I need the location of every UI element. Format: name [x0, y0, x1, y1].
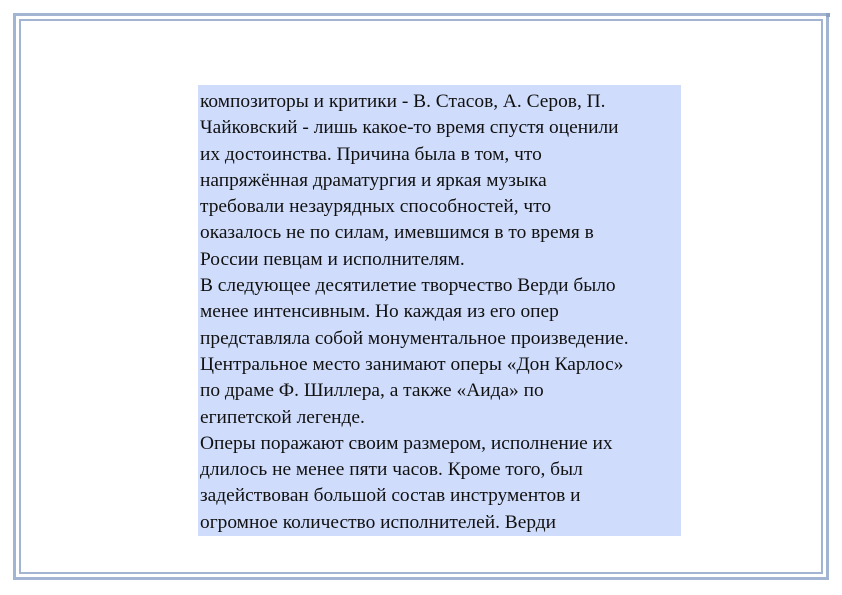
text-line: египетской легенде.	[200, 406, 365, 428]
text-line: их достоинства. Причина была в том, что	[200, 143, 542, 165]
text-box	[198, 85, 681, 536]
text-line: Центральное место занимают оперы «Дон Карлос»	[200, 353, 624, 375]
text-line: по драме Ф. Шиллера, а также «Аида» по	[200, 380, 544, 402]
text-line: Оперы поражают своим размером, исполнение их	[200, 432, 613, 454]
text-line: задействован большой состав инструментов и	[200, 485, 581, 507]
text-line: требовали незаурядных способностей, что	[200, 196, 552, 218]
text-line: менее интенсивным. Но каждая из его опер	[200, 301, 559, 323]
text-line: длилось не менее пяти часов. Кроме того, был	[200, 459, 583, 481]
text-line: огромное количество исполнителей. Верди	[200, 511, 557, 533]
text-line: представляла собой монументальное произведение.	[200, 327, 629, 349]
paragraph-3	[200, 431, 681, 536]
frame-corner-ornament	[826, 13, 830, 17]
text-line: оказалось не по силам, имевшимся в то время в	[200, 222, 594, 244]
text-line: напряжённая драматургия и яркая музыка	[200, 169, 547, 191]
paragraph-1	[200, 89, 681, 273]
text-line: России певцам и исполнителям.	[200, 248, 465, 270]
text-line: Чайковский - лишь какое-то время спустя оценили	[200, 117, 619, 139]
paragraph-2	[200, 273, 681, 431]
text-line: композиторы и критики - В. Стасов, А. Серов, П.	[200, 91, 606, 112]
text-line: В следующее десятилетие творчество Верди было	[200, 275, 616, 297]
